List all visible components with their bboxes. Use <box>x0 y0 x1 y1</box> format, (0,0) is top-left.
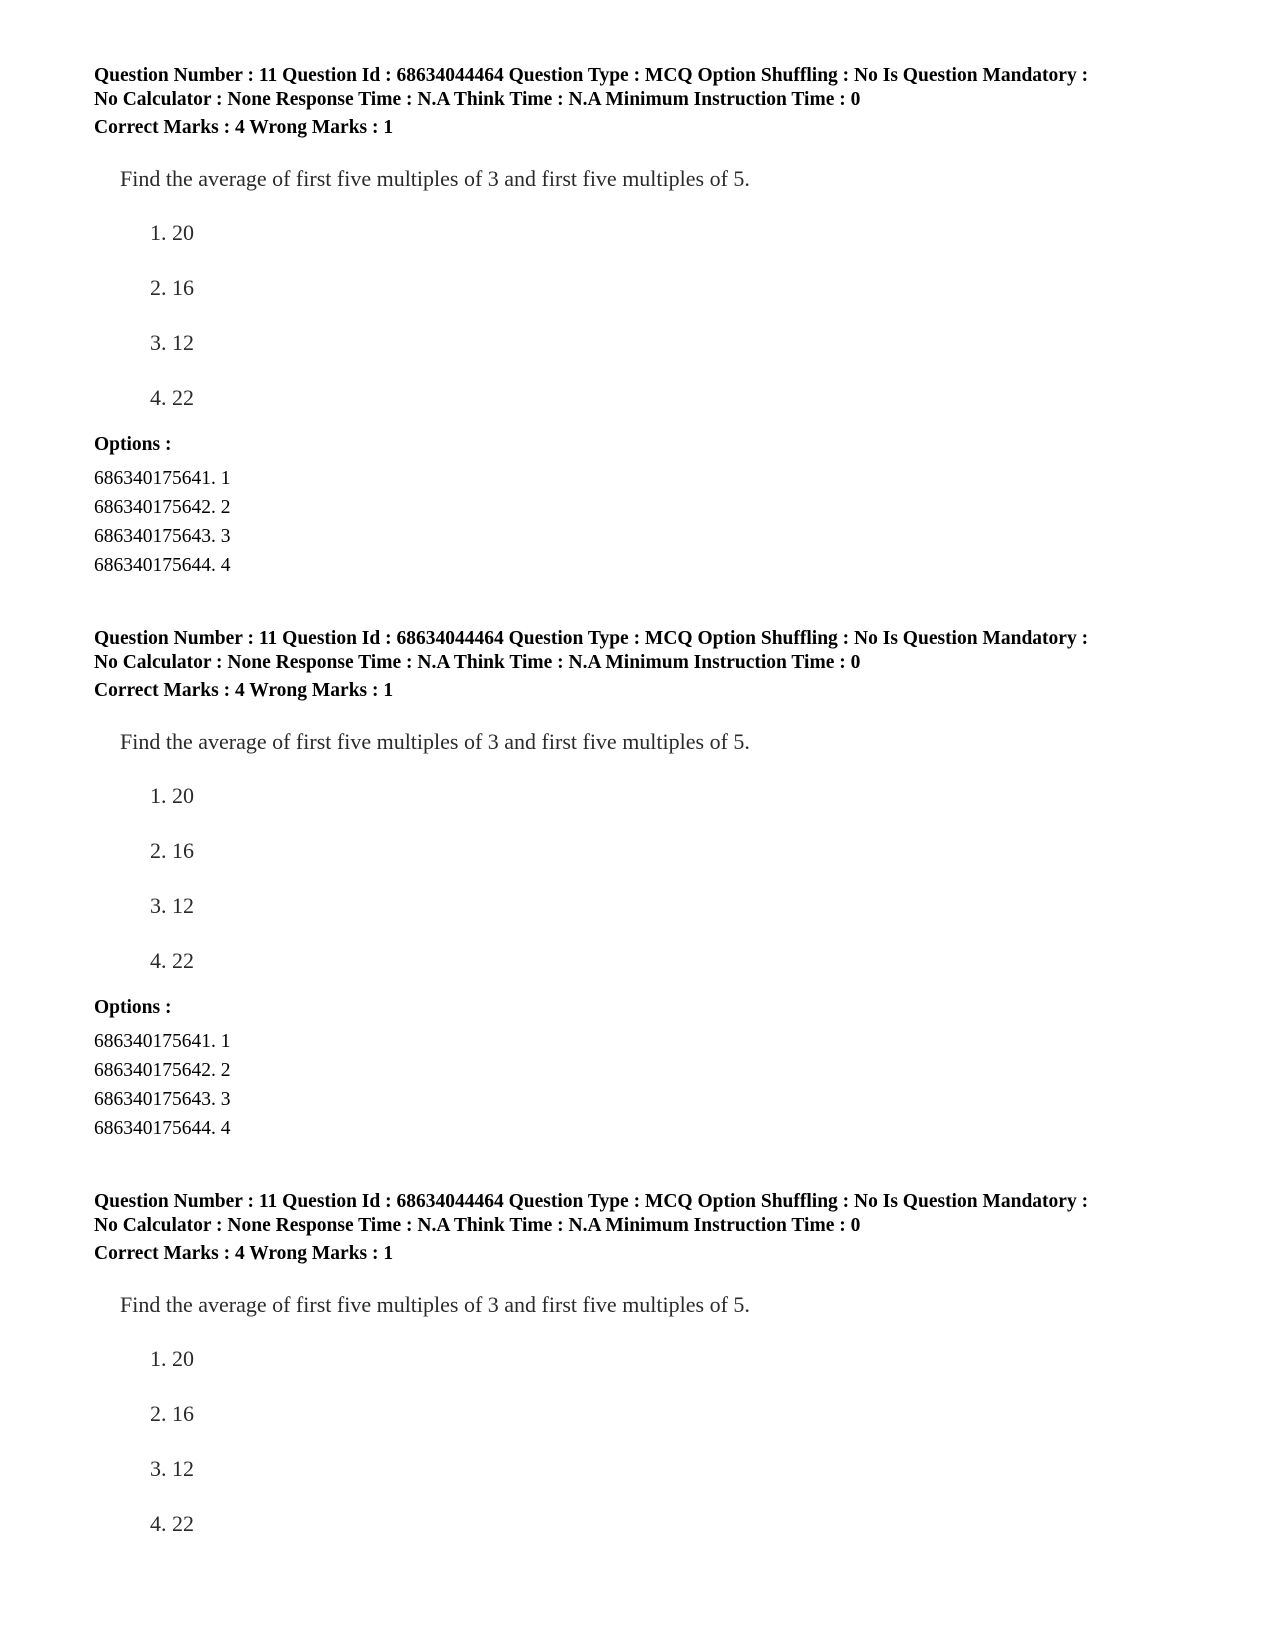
answer-choices <box>150 218 194 438</box>
options-list <box>94 464 231 580</box>
answer-choice: 4. 22 <box>150 948 194 973</box>
answer-choice: 1. 20 <box>150 1346 194 1371</box>
option-item: 686340175641. 1 <box>94 468 231 489</box>
answer-choice: 2. 16 <box>150 838 194 863</box>
answer-choices <box>150 1344 194 1564</box>
marks-line: Correct Marks : 4 Wrong Marks : 1 <box>94 680 394 701</box>
question-meta-line-1: Question Number : 11 Question Id : 68634044464 Question Type : MCQ Option Shuffling : No Is Question Mandatory : <box>94 1191 1089 1212</box>
question-meta-line-1: Question Number : 11 Question Id : 68634044464 Question Type : MCQ Option Shuffling : No Is Question Mandatory : <box>94 65 1089 86</box>
answer-choice: 2. 16 <box>150 275 194 300</box>
question-meta-line-2: No Calculator : None Response Time : N.A Think Time : N.A Minimum Instruction Time : 0 <box>94 652 861 673</box>
question-meta-line-2: No Calculator : None Response Time : N.A Think Time : N.A Minimum Instruction Time : 0 <box>94 89 861 110</box>
question-block-2 <box>94 627 1214 1139</box>
options-heading: Options : <box>94 434 172 455</box>
options-heading: Options : <box>94 997 172 1018</box>
option-item: 686340175644. 4 <box>94 1118 231 1139</box>
answer-choice: 3. 12 <box>150 330 194 355</box>
question-meta-line-1: Question Number : 11 Question Id : 68634044464 Question Type : MCQ Option Shuffling : No Is Question Mandatory : <box>94 628 1089 649</box>
question-block-3 <box>94 1190 1214 1536</box>
question-block-1 <box>94 64 1214 576</box>
option-item: 686340175641. 1 <box>94 1031 231 1052</box>
option-item: 686340175644. 4 <box>94 555 231 576</box>
answer-choice: 3. 12 <box>150 1456 194 1481</box>
answer-choice: 4. 22 <box>150 1511 194 1536</box>
answer-choice: 1. 20 <box>150 220 194 245</box>
option-item: 686340175643. 3 <box>94 1089 231 1110</box>
option-item: 686340175642. 2 <box>94 497 231 518</box>
option-item: 686340175643. 3 <box>94 526 231 547</box>
question-text: Find the average of first five multiples of 3 and first five multiples of 5. <box>120 166 750 191</box>
marks-line: Correct Marks : 4 Wrong Marks : 1 <box>94 117 394 138</box>
question-text: Find the average of first five multiples of 3 and first five multiples of 5. <box>120 729 750 754</box>
answer-choice: 1. 20 <box>150 783 194 808</box>
answer-choices <box>150 781 194 1001</box>
answer-choice: 3. 12 <box>150 893 194 918</box>
question-meta-line-2: No Calculator : None Response Time : N.A Think Time : N.A Minimum Instruction Time : 0 <box>94 1215 861 1236</box>
option-item: 686340175642. 2 <box>94 1060 231 1081</box>
question-text: Find the average of first five multiples of 3 and first five multiples of 5. <box>120 1292 750 1317</box>
options-list <box>94 1027 231 1143</box>
marks-line: Correct Marks : 4 Wrong Marks : 1 <box>94 1243 394 1264</box>
answer-choice: 4. 22 <box>150 385 194 410</box>
answer-choice: 2. 16 <box>150 1401 194 1426</box>
